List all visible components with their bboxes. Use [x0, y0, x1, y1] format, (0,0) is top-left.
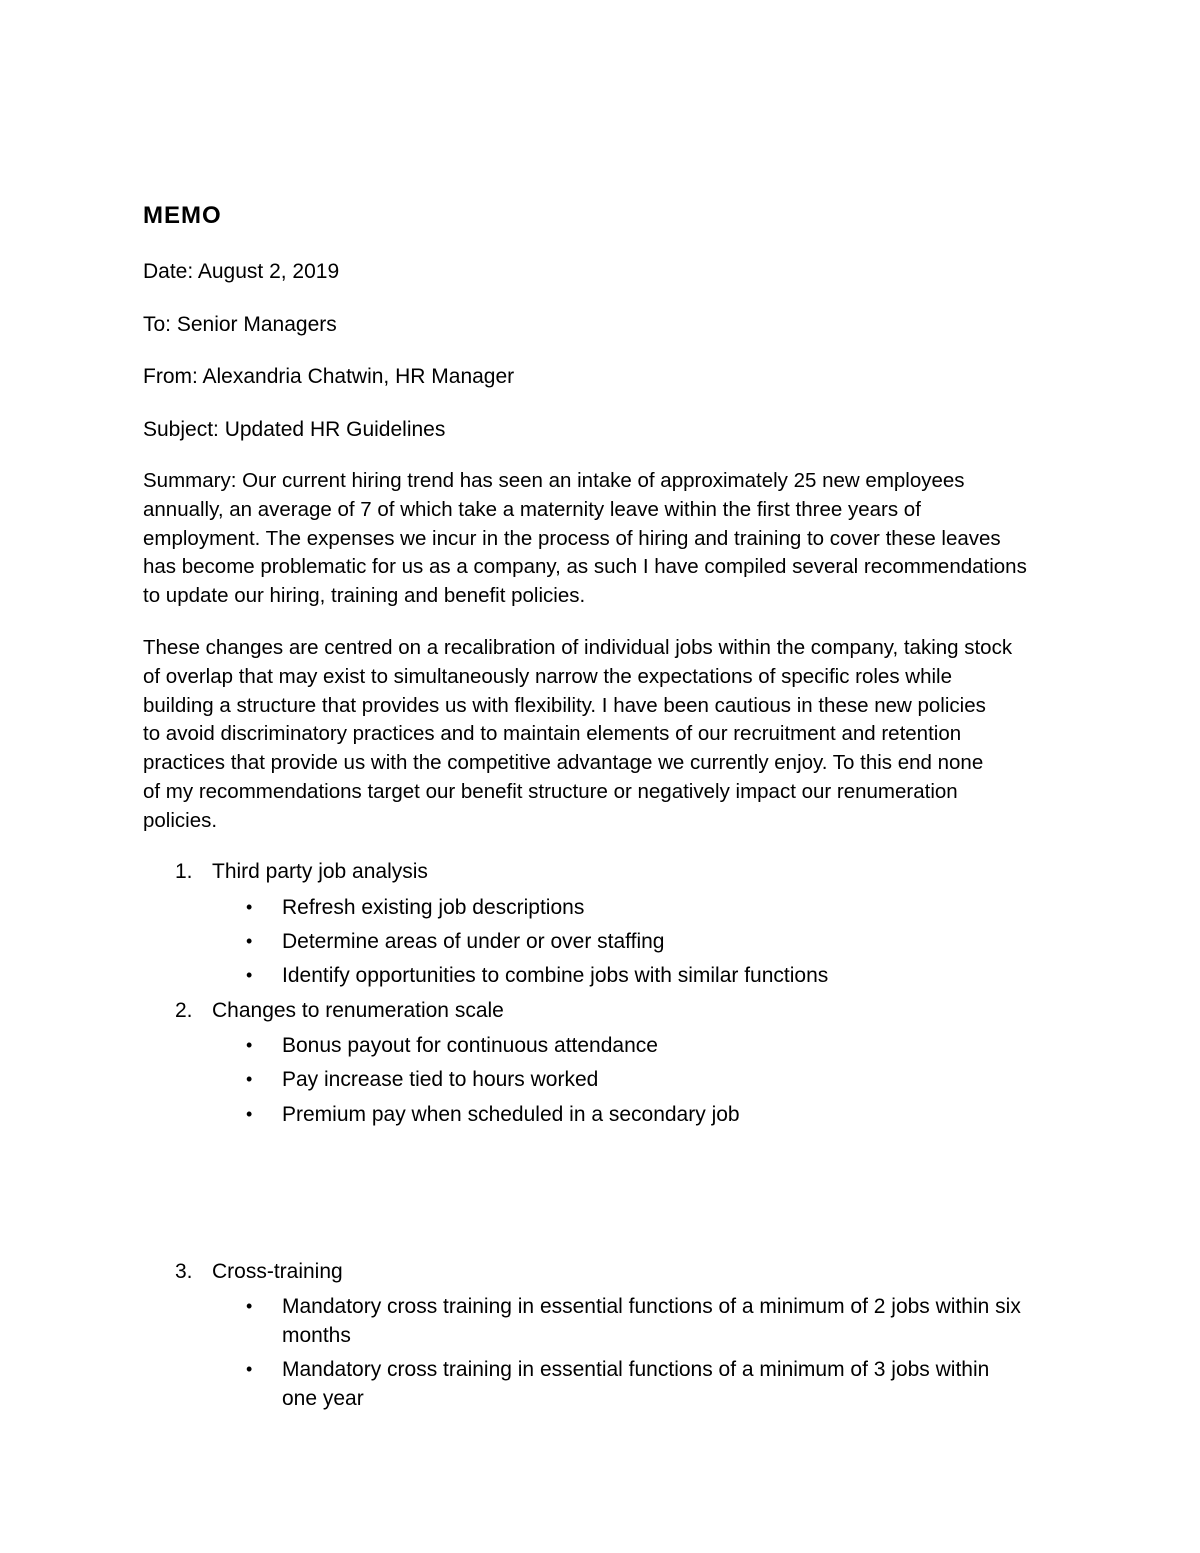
bullet-text: Mandatory cross training in essential functions of a minimum of 2 jobs within six: [282, 1295, 1021, 1318]
summary-line: to update our hiring, training and benefit policies.: [143, 584, 586, 608]
bullet-item: [246, 1355, 989, 1413]
bullet-text: one year: [282, 1387, 364, 1410]
memo-from: From: Alexandria Chatwin, HR Manager: [143, 365, 515, 388]
bullet-text: Mandatory cross training in essential functions of a minimum of 3 jobs within: [282, 1358, 990, 1381]
bullet-icon: •: [246, 1359, 253, 1379]
bullet-text: Determine areas of under or over staffing: [282, 930, 665, 953]
list-item-2: [175, 996, 504, 1025]
body-line: to avoid discriminatory practices and to maintain elements of our recruitment and retention: [143, 722, 962, 746]
bullet-item: [246, 927, 664, 956]
list-number: 3.: [175, 1260, 193, 1283]
bullet-text: Premium pay when scheduled in a secondary job: [282, 1103, 740, 1126]
bullet-icon: •: [246, 1296, 253, 1316]
bullet-item: [246, 1031, 658, 1060]
list-item-3: [175, 1257, 343, 1286]
bullet-text: months: [282, 1324, 351, 1347]
memo-to: To: Senior Managers: [143, 313, 337, 336]
memo-body-paragraph: [143, 634, 1063, 836]
body-line: building a structure that provides us with flexibility. I have been cautious in these new policies: [143, 693, 986, 717]
list-number: 1.: [175, 860, 193, 883]
bullet-item: [246, 893, 584, 922]
body-line: of my recommendations target our benefit structure or negatively impact our renumeration: [143, 779, 958, 803]
memo-subject: Subject: Updated HR Guidelines: [143, 418, 446, 441]
list-label: Third party job analysis: [212, 860, 428, 883]
bullet-item: [246, 1292, 1021, 1350]
summary-line: Summary: Our current hiring trend has seen an intake of approximately 25 new employees: [143, 469, 965, 492]
summary-line: annually, an average of 7 of which take a maternity leave within the first three years of: [143, 497, 921, 521]
memo-date: Date: August 2, 2019: [143, 260, 340, 283]
memo-title: MEMO: [143, 202, 222, 229]
body-line: of overlap that may exist to simultaneously narrow the expectations of specific roles while: [143, 664, 952, 688]
body-line: practices that provide us with the competitive advantage we currently enjoy. To this end none: [143, 751, 984, 775]
summary-line: has become problematic for us as a company, as such I have compiled several recommendations: [143, 555, 1027, 579]
bullet-icon: •: [246, 1035, 253, 1055]
summary-line: employment. The expenses we incur in the process of hiring and training to cover these leaves: [143, 526, 1001, 550]
bullet-item: [246, 961, 828, 990]
bullet-text: Pay increase tied to hours worked: [282, 1068, 599, 1091]
bullet-text: Refresh existing job descriptions: [282, 896, 585, 919]
list-item-1: [175, 857, 428, 886]
bullet-text: Bonus payout for continuous attendance: [282, 1034, 658, 1057]
bullet-icon: •: [246, 897, 253, 917]
list-label: Changes to renumeration scale: [212, 999, 504, 1022]
bullet-icon: •: [246, 965, 253, 985]
memo-summary: [143, 467, 1063, 611]
bullet-icon: •: [246, 931, 253, 951]
body-line: These changes are centred on a recalibration of individual jobs within the company, taking stock: [143, 636, 1013, 659]
body-line: policies.: [143, 808, 218, 832]
bullet-icon: •: [246, 1069, 253, 1089]
bullet-item: [246, 1100, 740, 1129]
bullet-item: [246, 1065, 598, 1094]
bullet-text: Identify opportunities to combine jobs with similar functions: [282, 964, 829, 987]
bullet-icon: •: [246, 1104, 253, 1124]
list-label: Cross-training: [212, 1260, 343, 1283]
list-number: 2.: [175, 999, 193, 1022]
